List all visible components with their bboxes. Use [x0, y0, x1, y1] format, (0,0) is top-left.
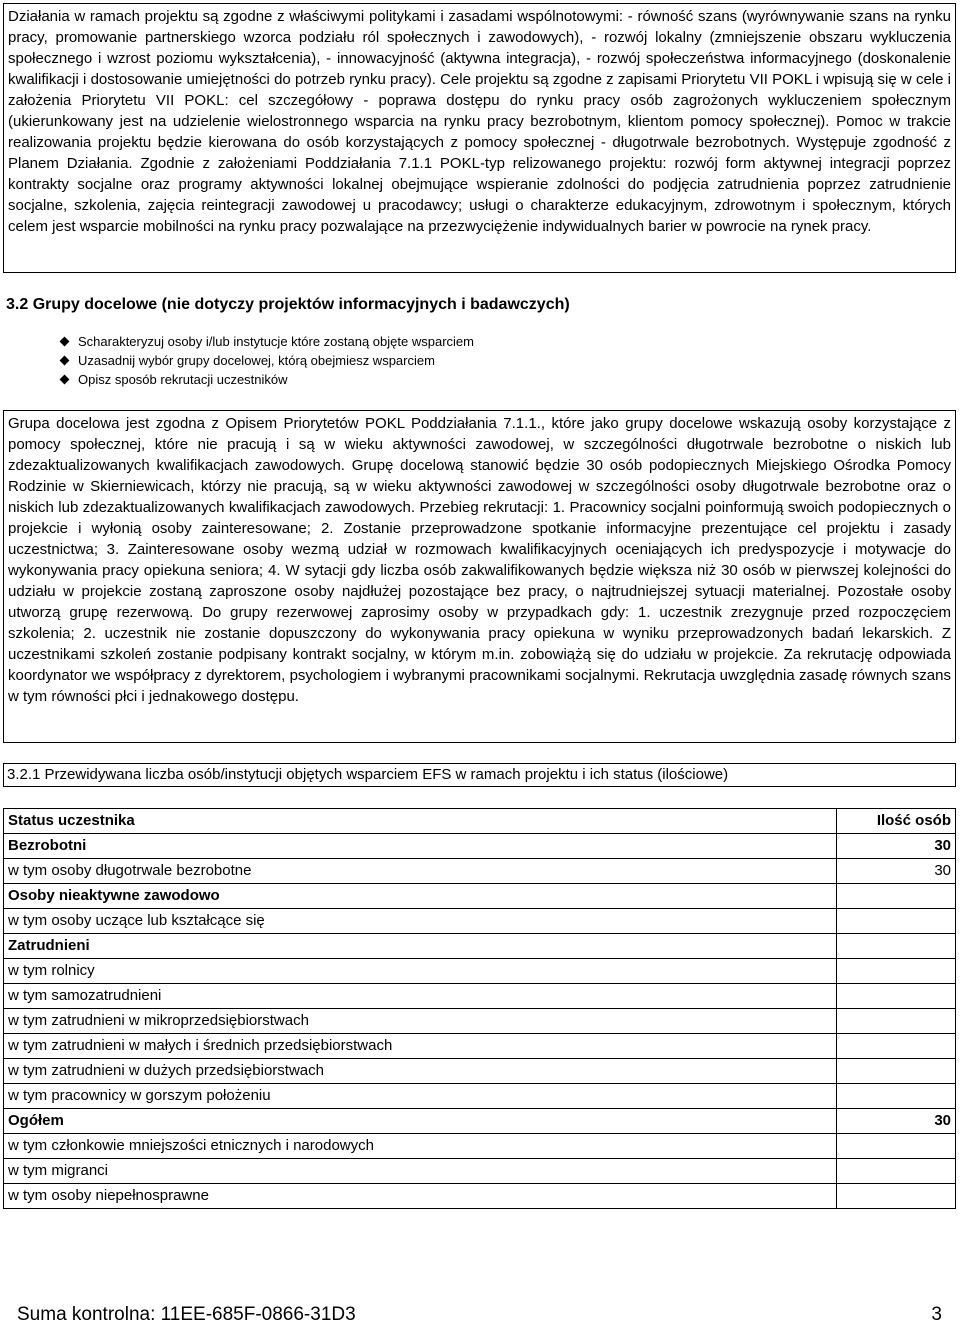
status-label-cell: w tym osoby długotrwale bezrobotne	[4, 859, 837, 884]
status-label-cell: w tym zatrudnieni w mikroprzedsiębiorstwach	[4, 1009, 837, 1034]
status-label-cell: w tym osoby uczące lub kształcące się	[4, 909, 837, 934]
instruction-text: Uzasadnij wybór grupy docelowej, którą obejmiesz wsparciem	[78, 353, 435, 368]
instruction-text: Opisz sposób rekrutacji uczestników	[78, 372, 288, 387]
table-header-row	[4, 809, 956, 834]
count-cell: 30	[837, 859, 956, 884]
table-row	[4, 1134, 956, 1159]
status-label-cell: w tym zatrudnieni w dużych przedsiębiorstwach	[4, 1059, 837, 1084]
status-label-cell: w tym samozatrudnieni	[4, 984, 837, 1009]
page-footer	[17, 1304, 942, 1326]
table-row	[4, 934, 956, 959]
column-header-count: Ilość osób	[837, 809, 956, 834]
count-cell	[837, 1009, 956, 1034]
instruction-item	[60, 351, 474, 370]
top-text-box	[3, 3, 956, 273]
status-label-cell: w tym rolnicy	[4, 959, 837, 984]
section-3-2-heading: 3.2 Grupy docelowe (nie dotyczy projektów informacyjnych i badawczych)	[6, 296, 570, 313]
status-label-cell: w tym pracownicy w gorszym położeniu	[4, 1084, 837, 1109]
status-label-cell: w tym zatrudnieni w małych i średnich przedsiębiorstwach	[4, 1034, 837, 1059]
table-row	[4, 884, 956, 909]
status-label-cell: Ogółem	[4, 1109, 837, 1134]
count-cell: 30	[837, 1109, 956, 1134]
status-label-cell: w tym migranci	[4, 1159, 837, 1184]
count-cell	[837, 1034, 956, 1059]
table-row	[4, 1084, 956, 1109]
status-label-cell: Bezrobotni	[4, 834, 837, 859]
count-cell	[837, 884, 956, 909]
diamond-bullet-icon	[60, 356, 70, 366]
participant-status-table	[3, 808, 956, 1209]
instruction-list	[60, 332, 474, 389]
instruction-item	[60, 370, 474, 389]
status-label-cell: w tym osoby niepełnosprawne	[4, 1184, 837, 1209]
target-group-text-box	[3, 410, 956, 743]
table-row	[4, 1059, 956, 1084]
section-3-2-1-heading: 3.2.1 Przewidywana liczba osób/instytucji objętych wsparciem EFS w ramach projektu i ich status (ilościowe)	[3, 763, 956, 787]
count-cell	[837, 1059, 956, 1084]
count-cell	[837, 909, 956, 934]
target-group-text: Grupa docelowa jest zgodna z Opisem Priorytetów POKL Poddziałania 7.1.1., które jako grupy docelowe wskazują osoby korzystające z pomocy społecznej, które nie pracują i są w wieku aktywności zawodowej, w szczególności długotrwale bezrobotne o niskich lub zdezaktualizowanych kwalifikacjach zawodowych. Grupę docelową stanowić będzie 30 osób podopiecznych Miejskiego Ośrodka Pomocy Rodzinie w Skierniewicach, którzy nie pracują, są w wieku aktywności zawodowej w szczególności osoby długotrwale bezrobotne oraz o niskich lub zdezaktualizowanych kwalifikacjach zawodowych. Przebieg rekrutacji: 1. Pracownicy socjalni poinformują swoich podopiecznych o projekcie i wyłonią osoby zainteresowane; 2. Zostanie przeprowadzone spotkanie informacyjne prezentujące cel projektu i zasady uczestnictwa; 3. Zainteresowane osoby wezmą udział w rozmowach kwalifikacyjnych oceniających ich predyspozycje i motywacje do wykonywania pracy opiekuna seniora; 4. W sytacji gdy liczba osób zakwalifikowanych będzie większa niż 30 osób w pierwszej kolejności do udziału w projekcie zostaną zaproszone osoby najdłużej pozostające bez pracy, o najtrudniejszej sytuacji materialnej. Pozostałe osoby utworzą grupę rezerwową. Do grupy rezerwowej zaprosimy osoby w przypadkach gdy: 1. uczestnik zrezygnuje przed rozpoczęciem szkolenia; 2. uczestnik nie zostanie dopuszczony do wykonywania pracy opiekuna w wyniku przeprowadzonych badań lekarskich. Z uczestnikami szkoleń zostanie podpisany kontrakt socjalny, w którym m.in. zobowiążą się do udziału w projekcie. Za rekrutację odpowiada koordynator we współpracy z dyrektorem, psychologiem i wybranymi pracownikami socjalnymi. Rekrutacja uwzględnia zasadę równych szans w tym równości płci i jednakowego dostępu.	[8, 415, 951, 705]
table-row	[4, 1034, 956, 1059]
page-number: 3	[931, 1304, 942, 1325]
checksum-text: Suma kontrolna: 11EE-685F-0866-31D3	[17, 1304, 356, 1325]
count-cell	[837, 1159, 956, 1184]
section-intro-text: Działania w ramach projektu są zgodne z właściwymi politykami i zasadami wspólnotowymi: - równość szans (wyrównywanie szans na rynku pracy, promowanie partnerskiego wzorca podziału ról społecznych i zawodowych), - rozwój lokalny (zmniejszenie obszaru wykluczenia społecznego i wzrost poziomu wykształcenia), - innowacyjność (aktywna integracja), - rozwój społeczeństwa informacyjnego (doskonalenie kwalifikacji i dostosowanie umiejętności do potrzeb rynku pracy). Cele projektu są zgodne z zapisami Priorytetu VII POKL i wpisują się w cele i założenia Priorytetu VII POKL: cel szczegółowy - poprawa dostępu do rynku pracy osób zagrożonych wykluczeniem społecznym (ukierunkowany jest na udzielenie wielostronnego wsparcia na rynku pracy bezrobotnym, klientom pomocy społecznej). Pomoc w trakcie realizowania projektu będzie kierowana do osób korzystających z pomocy społecznej - długotrwale bezrobotnych. Występuje zgodność z Planem Działania. Zgodnie z założeniami Poddziałania 7.1.1 POKL-typ relizowanego projektu: rozwój form aktywnej integracji poprzez kontrakty socjalne oraz programy aktywności lokalnej obejmujące wspieranie zdolności do podjęcia zatrudnienia poprzez zatrudnienie socjalne, szkolenia, zajęcia reintegracji zawodowej u pracodawcy; usługi o charakterze edukacyjnym, zdrowotnym i społecznym, których celem jest wsparcie mobilności na rynku pracy pozwalające na przezwyciężenie indywidualnych barier w powrocie na rynek pracy.	[8, 8, 951, 235]
count-cell	[837, 934, 956, 959]
status-label-cell: Zatrudnieni	[4, 934, 837, 959]
count-cell	[837, 1184, 956, 1209]
table-row	[4, 909, 956, 934]
status-label-cell: w tym członkowie mniejszości etnicznych i narodowych	[4, 1134, 837, 1159]
table-row	[4, 1109, 956, 1134]
table-row	[4, 984, 956, 1009]
table-row	[4, 859, 956, 884]
table-row	[4, 1009, 956, 1034]
count-cell	[837, 984, 956, 1009]
table-row	[4, 1184, 956, 1209]
diamond-bullet-icon	[60, 375, 70, 385]
count-cell: 30	[837, 834, 956, 859]
table-row	[4, 959, 956, 984]
status-label-cell: Osoby nieaktywne zawodowo	[4, 884, 837, 909]
instruction-item	[60, 332, 474, 351]
instruction-text: Scharakteryzuj osoby i/lub instytucje które zostaną objęte wsparciem	[78, 334, 474, 349]
column-header-status: Status uczestnika	[4, 809, 837, 834]
diamond-bullet-icon	[60, 337, 70, 347]
table-row	[4, 834, 956, 859]
count-cell	[837, 959, 956, 984]
count-cell	[837, 1134, 956, 1159]
count-cell	[837, 1084, 956, 1109]
table-row	[4, 1159, 956, 1184]
